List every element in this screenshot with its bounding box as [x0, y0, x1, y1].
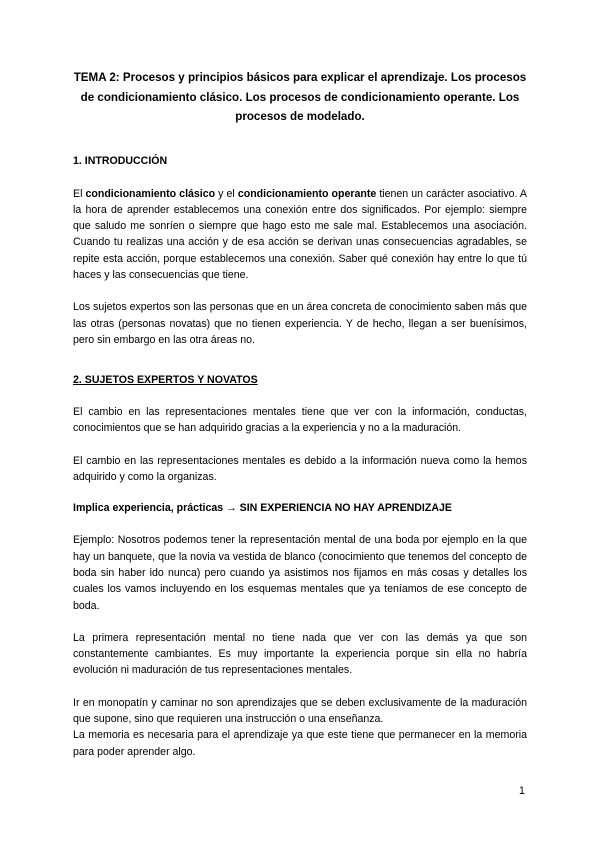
- intro-paragraph-2: Los sujetos expertos son las personas que en un área concreta de conocimiento saben más que las otras (personas novatas) que no tienen experiencia. Y de hecho, llegan a ser buenísimos, pero sin embargo en las otra áreas no.: [73, 301, 527, 346]
- intro-text-1: El: [73, 187, 86, 200]
- document-title: TEMA 2: Procesos y principios básicos para explicar el aprendizaje. Los procesos de condicionamiento clásico. Los procesos de condicionamiento operante. Los procesos de modelado.: [73, 71, 527, 123]
- emphasis-line: Implica experiencia, prácticas → SIN EXPERIENCIA NO HAY APRENDIZAJE: [73, 502, 452, 515]
- term-condicionamiento-operante: condicionamiento operante: [237, 187, 377, 200]
- term-condicionamiento-clasico: condicionamiento clásico: [85, 187, 216, 200]
- sujetos-paragraph-5: Ir en monopatín y caminar no son aprendizajes que se deben exclusivamente de la maduración que supone, sino que requieren una instrucción o una enseñanza.: [73, 696, 527, 726]
- sujetos-paragraph-1: El cambio en las representaciones mentales tiene que ver con la información, conductas, conocimientos que se han adquirido gracias a la experiencia y no a la maduración.: [73, 406, 527, 435]
- intro-text-3: tienen un carácter asociativo. A la hora de aprender establecemos una conexión entre dos significados. Por ejemplo: siempre que saludo me sonríen o siempre que hago esto me sale mal. Establecemos una asociación. Cuando tu realizas una acción y de esa acción se derivan unas consecuencias agradables, se repite esta acción, porque establecemos una conexión. Saber qué conexión hay entre lo que tú haces y las consecuencias que tiene.: [73, 187, 527, 281]
- intro-text-2: y el: [215, 187, 238, 200]
- sujetos-paragraph-2: El cambio en las representaciones mentales es debido a la información nueva como la hemos adquirido y como la organizas.: [73, 454, 527, 484]
- document-page: [73, 68, 527, 760]
- sujetos-paragraph-4: La primera representación mental no tiene nada que ver con las demás ya que son constantemente cambiantes. Es muy importante la experiencia porque sin ella no habría evolución ni maduración de tus representaciones mentales.: [73, 631, 527, 677]
- sujetos-paragraph-6: La memoria es necesaria para el aprendizaje ya que este tiene que permanecer en la memoria para poder aprender algo.: [73, 729, 527, 758]
- intro-paragraph-1: [73, 186, 527, 284]
- section-heading-sujetos: 2. SUJETOS EXPERTOS Y NOVATOS: [73, 374, 258, 387]
- page-number: 1: [519, 785, 525, 797]
- section-heading-introduccion: 1. INTRODUCCIÓN: [73, 154, 168, 167]
- sujetos-paragraph-example: Ejemplo: Nosotros podemos tener la representación mental de una boda por ejemplo en la que hay un banquete, que la novia va vestida de blanco (conocimiento que tenemos del concepto de boda sin haber ido nunca) pero cuando ya asistimos nos fijamos en más cosas y detalles los cuales los vamos incluyendo en los esquemas mentales que ya teníamos de ese concepto de boda.: [73, 534, 527, 612]
